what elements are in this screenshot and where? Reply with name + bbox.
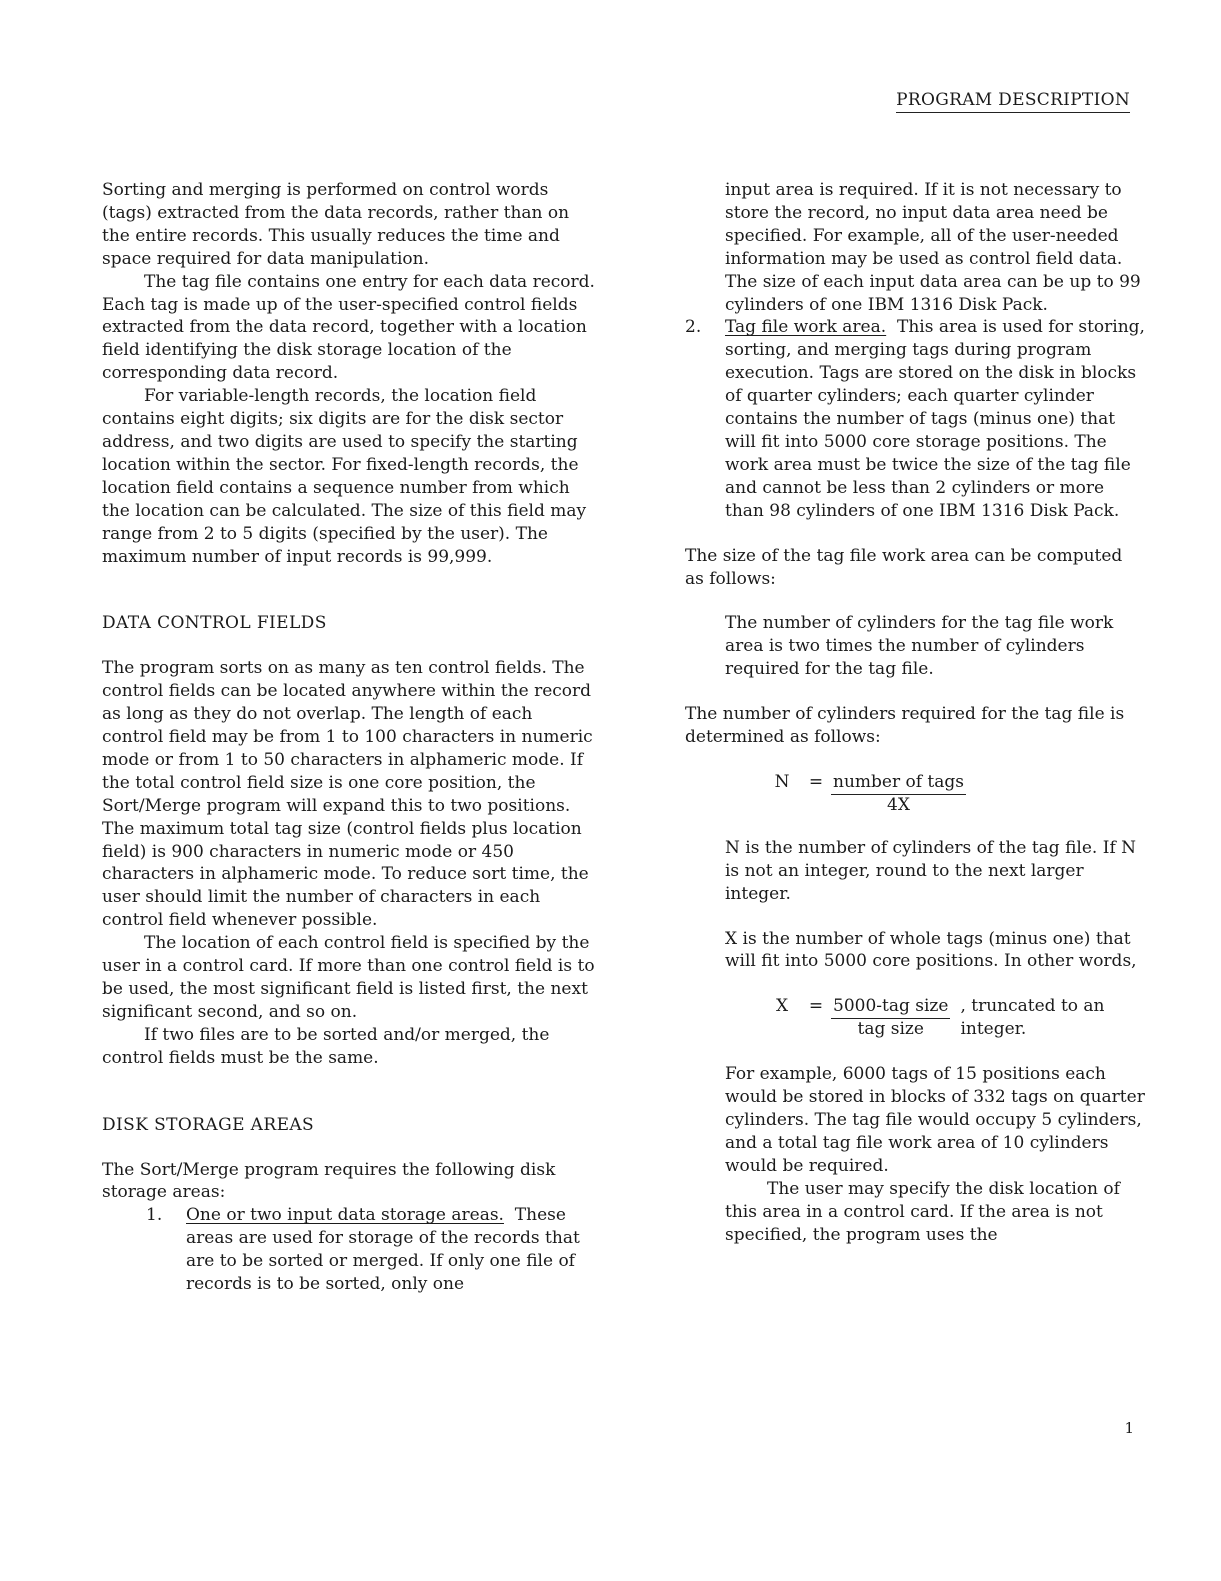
page-header-title: PROGRAM DESCRIPTION — [896, 90, 1130, 113]
intro-paragraph: Sorting and merging is performed on control words (tags) extracted from the data records, rather than on the entire records. This usually reduces the time and space required for data manipulation. — [102, 180, 570, 269]
two-files-paragraph: If two files are to be sorted and/or merged, the control fields must be the same. — [102, 1024, 550, 1068]
formula-numerator: number of tags — [831, 771, 966, 795]
formula-variable: N — [774, 771, 790, 792]
control-card-paragraph: The location of each control field is specified by the user in a control card. If more than one control field is to be used, the most significant field is listed first, the next significant second, and so on. — [102, 933, 595, 1022]
page-number: 1 — [1124, 1419, 1134, 1437]
storage-areas-intro: The Sort/Merge program requires the following disk storage areas: — [102, 1159, 556, 1203]
control-fields-paragraph: The program sorts on as many as ten control fields. The control fields can be located anywhere within the record as long as they do not overlap. The length of each control field may be from 1 to 100 characters in numeric mode or from 1 to 50 characters in alphameric mode. If the total control field size is one core position, the Sort/Merge program will expand this to two positions. The maximum total tag size (control fields plus location field) is 900 characters in numeric mode or 450 characters in alphameric mode. To reduce sort time, the user should limit the number of characters in each control field whenever possible. — [102, 658, 593, 931]
list-item-text: These areas are used for storage of the records that are to be sorted or merged. If only one file of records is to be sorted, only one — [186, 1205, 580, 1295]
work-area-size-paragraph: The size of the tag file work area can be computed as follows: — [685, 545, 1123, 589]
list-item-body — [186, 1204, 597, 1296]
list-item-number: 1. — [146, 1205, 163, 1226]
formula-numerator: 5000-tag size — [831, 995, 950, 1019]
right-column — [685, 179, 1145, 1246]
list-item-continuation: input area is required. If it is not necessary to store the record, no input data area need be specified. For example, all of the user-needed information may be used as control field data. The size of each input data area can be up to 99 cylinders of one IBM 1316 Disk Pack. — [725, 180, 1141, 315]
list-item-input-areas — [146, 1204, 597, 1296]
list-item-title: One or two input data storage areas. — [186, 1205, 504, 1226]
tag-file-cylinders-paragraph: The number of cylinders required for the tag file is determined as follows: — [685, 704, 1125, 748]
tag-file-paragraph: The tag file contains one entry for each data record. Each tag is made up of the user-specified control fields extracted from the data record, together with a location field identifying the disk storage location of the corresponding data record. — [102, 271, 595, 384]
formula-denominator: 4X — [887, 794, 910, 815]
x-definition-paragraph: X is the number of whole tags (minus one) that will fit into 5000 core positions. In other words, — [725, 928, 1137, 972]
list-item-body — [725, 316, 1145, 522]
formula-fraction — [831, 995, 950, 1039]
formula-equals: = — [808, 996, 824, 1017]
formula-equals: = — [808, 771, 824, 792]
section-heading-disk-storage-areas: DISK STORAGE AREAS — [102, 1114, 315, 1135]
disk-location-paragraph: The user may specify the disk location of this area in a control card. If the area is not specified, the program uses the — [725, 1178, 1120, 1245]
formula-suffix: , truncated to an integer. — [960, 996, 1105, 1040]
n-definition-paragraph: N is the number of cylinders of the tag file. If N is not an integer, round to the next larger integer. — [725, 837, 1137, 904]
example-paragraph: For example, 6000 tags of 15 positions each would be stored in blocks of 332 tags on quarter cylinders. The tag file would occupy 5 cylinders, and a total tag file work area of 10 cylinders would be required. — [725, 1064, 1145, 1176]
work-area-rule-paragraph: The number of cylinders for the tag file work area is two times the number of cylinders required for the tag file. — [725, 613, 1114, 680]
formula-variable: X — [775, 996, 789, 1017]
formula-x — [763, 995, 1145, 1041]
list-item-tag-file-work-area — [685, 316, 1145, 522]
left-column — [102, 179, 597, 1296]
list-item-title: Tag file work area. — [725, 317, 887, 338]
formula-fraction — [831, 771, 966, 815]
section-heading-data-control-fields: DATA CONTROL FIELDS — [102, 613, 327, 634]
formula-denominator: tag size — [857, 1019, 924, 1040]
list-item-text: This area is used for storing, sorting, and merging tags during program execution. Tags are stored on the disk in blocks of quarter cylinders; each quarter cylinder contains the number of tags (minus one) that will fit into 5000 core storage positions. The work area must be twice the size of the tag file and cannot be less than 2 cylinders or more than 98 cylinders of one IBM 1316 Disk Pack. — [725, 317, 1145, 521]
location-field-paragraph: For variable-length records, the location field contains eight digits; six digits are for the disk sector address, and two digits are used to specify the starting location within the sector. For fixed-length records, the location field contains a sequence number from which the location can be calculated. The size of this field may range from 2 to 5 digits (specified by the user). The maximum number of input records is 99,999. — [102, 386, 587, 567]
formula-n — [763, 771, 1145, 815]
list-item-number: 2. — [685, 317, 702, 338]
